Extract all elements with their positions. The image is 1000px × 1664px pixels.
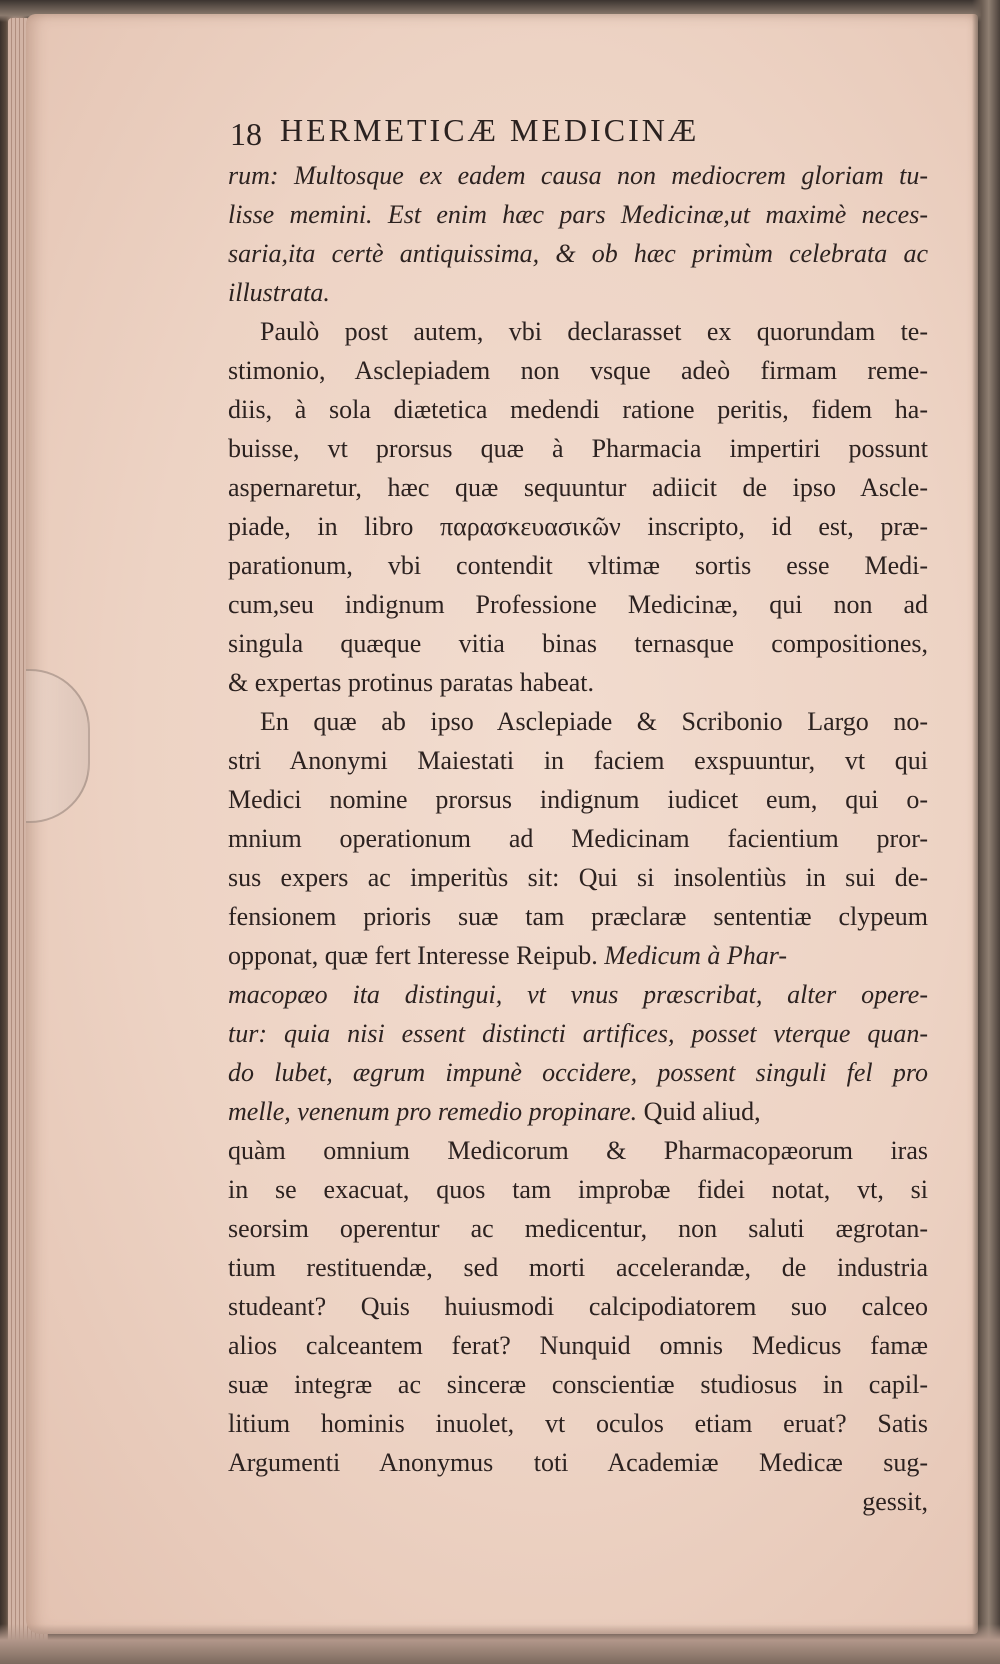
italic-segment: Medicum à Phar- xyxy=(604,941,788,970)
text-line: saria,ita certè antiquissima, & ob hæc primùm celebrata ac xyxy=(228,239,928,268)
page-number: 18 xyxy=(230,116,262,152)
text-line: suæ integræ ac sinceræ conscientiæ studiosus in capil- xyxy=(228,1370,928,1399)
bottom-edge-shadow xyxy=(0,1624,1000,1664)
text-line: seorsim operentur ac medicentur, non saluti ægrotan- xyxy=(228,1214,928,1243)
right-edge-shadow xyxy=(972,0,1000,1664)
text-line: buisse, vt prorsus quæ à Pharmacia impertiri possunt xyxy=(228,434,928,463)
text-line: parationum, vbi contendit vltimæ sortis esse Medi- xyxy=(228,551,928,580)
text-segment: Quid aliud, xyxy=(643,1097,761,1126)
text-line: & expertas protinus paratas habeat. xyxy=(228,668,595,697)
text-line: litium hominis inuolet, vt oculos etiam eruat? Satis xyxy=(228,1409,928,1438)
text-line: singula quæque vitia binas ternasque compositiones, xyxy=(228,629,928,658)
text-line: sus expers ac imperitùs sit: Qui si insolentiùs in sui de- xyxy=(228,863,928,892)
catchword: gessit, xyxy=(862,1487,928,1516)
text-line: Argumenti Anonymus toti Academiæ Medicæ sug- xyxy=(228,1448,928,1477)
text-line: Paulò post autem, vbi declarasset ex quorundam te- xyxy=(260,317,928,346)
text-line: studeant? Quis huiusmodi calcipodiatorem suo calceo xyxy=(228,1292,928,1321)
text-line: En quæ ab ipso Asclepiade & Scribonio Largo no- xyxy=(260,707,928,736)
page-header xyxy=(230,112,830,156)
text-line: piade, in libro παρασκευασικῶν inscripto, id est, præ- xyxy=(228,512,928,541)
text-line: quàm omnium Medicorum & Pharmacopæorum iras xyxy=(228,1136,928,1165)
text-line: lisse memini. Est enim hæc pars Medicinæ,ut maximè neces- xyxy=(228,200,928,229)
text-line xyxy=(228,1092,928,1131)
text-line: cum,seu indignum Professione Medicinæ, qui non ad xyxy=(228,590,928,619)
italic-segment: melle, venenum pro remedio propinare. xyxy=(228,1097,638,1126)
text-line: diis, à sola diætetica medendi ratione peritis, fidem ha- xyxy=(228,395,928,424)
text-line: rum: Multosque ex eadem causa non mediocrem gloriam tu- xyxy=(228,161,928,190)
text-line: stri Anonymi Maiestati in faciem exspuuntur, vt qui xyxy=(228,746,928,775)
text-line: macopæo ita distingui, vt vnus præscribat, alter opere- xyxy=(228,980,928,1009)
text-line: Medici nomine prorsus indignum iudicet eum, qui o- xyxy=(228,785,928,814)
text-line: in se exacuat, quos tam improbæ fidei notat, vt, si xyxy=(228,1175,928,1204)
text-line: aspernaretur, hæc quæ sequuntur adiicit de ipso Ascle- xyxy=(228,473,928,502)
text-line: fensionem prioris suæ tam præclaræ sententiæ clypeum xyxy=(228,902,928,931)
text-line: do lubet, ægrum impunè occidere, possent singuli fel pro xyxy=(228,1058,928,1087)
text-line: stimonio, Asclepiadem non vsque adeò firmam reme- xyxy=(228,356,928,385)
running-head: HERMETICÆ MEDICINÆ xyxy=(280,112,700,148)
text-line: tium restituendæ, sed morti accelerandæ, de industria xyxy=(228,1253,928,1282)
text-line: illustrata. xyxy=(228,278,330,307)
body-text xyxy=(228,156,928,1521)
text-line xyxy=(228,936,928,975)
text-line: mnium operationum ad Medicinam facientium pror- xyxy=(228,824,928,853)
text-line: alios calceantem ferat? Nunquid omnis Medicus famæ xyxy=(228,1331,928,1360)
page-clip xyxy=(26,669,90,823)
text-segment: opponat, quæ fert Interesse Reipub. xyxy=(228,941,598,970)
text-line: tur: quia nisi essent distincti artifices, posset vterque quan- xyxy=(228,1019,928,1048)
